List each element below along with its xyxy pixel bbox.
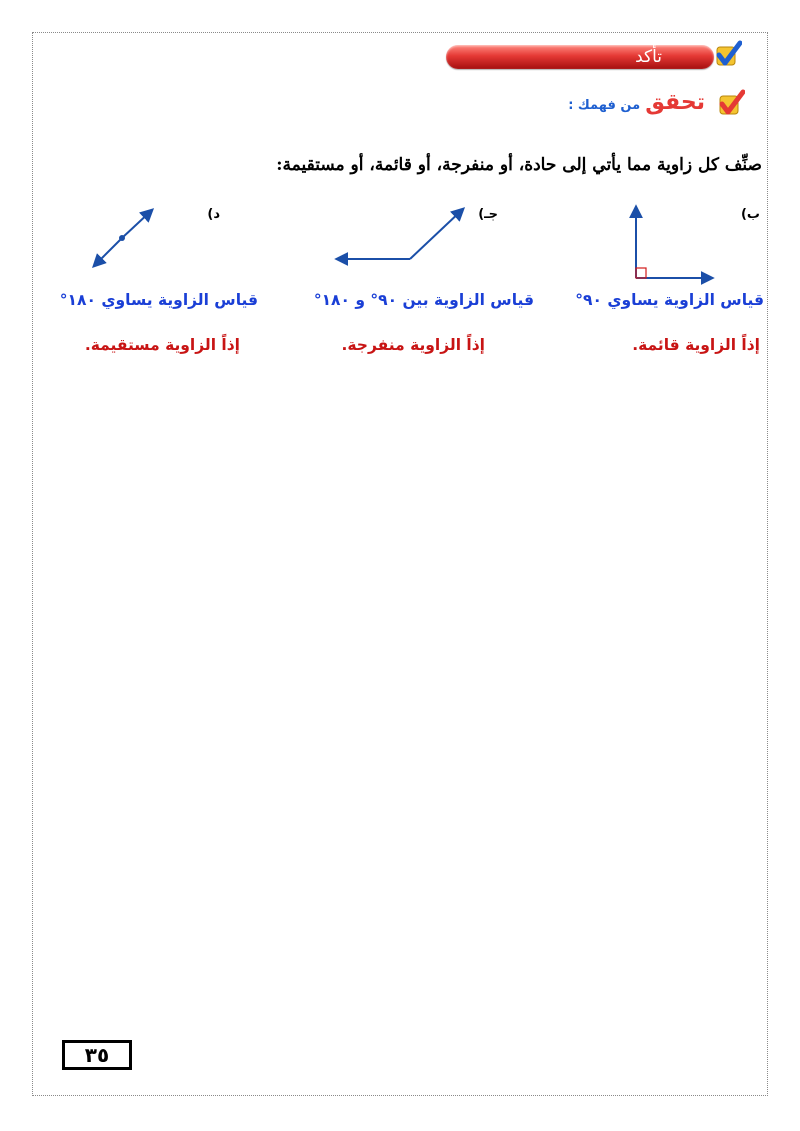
angle-figures [0,0,800,300]
instruction-text: صنِّف كل زاوية مما يأتي إلى حادة، أو منفرجة، أو قائمة، أو مستقيمة: [276,155,762,175]
straight-angle-figure [94,210,152,266]
item-label-j: جـ) [478,207,498,222]
check-word: تحقق [645,90,705,115]
answer-measure-j: قياس الزاوية بين ٩٠° و ١٨٠° [313,291,534,309]
item-label-b: ب) [740,207,760,222]
page-number: ٣٥ [62,1040,132,1070]
answer-conclusion-b: إذاً الزاوية قائمة. [632,336,760,354]
vertex-dot [119,235,125,241]
answer-measure-b: قياس الزاوية يساوي ٩٠° [575,291,764,309]
answer-conclusion-d: إذاً الزاوية مستقيمة. [84,336,240,354]
obtuse-angle-figure [337,209,463,259]
check-subtitle: من فهمك : [568,98,641,113]
answer-conclusion-j: إذاً الزاوية منفرجة. [341,336,485,354]
item-label-d: د) [207,207,220,222]
right-angle-figure [636,207,712,278]
right-angle-mark [636,268,646,278]
section-banner-label: تأكد [635,47,662,67]
answer-measure-d: قياس الزاوية يساوي ١٨٠° [59,291,258,309]
